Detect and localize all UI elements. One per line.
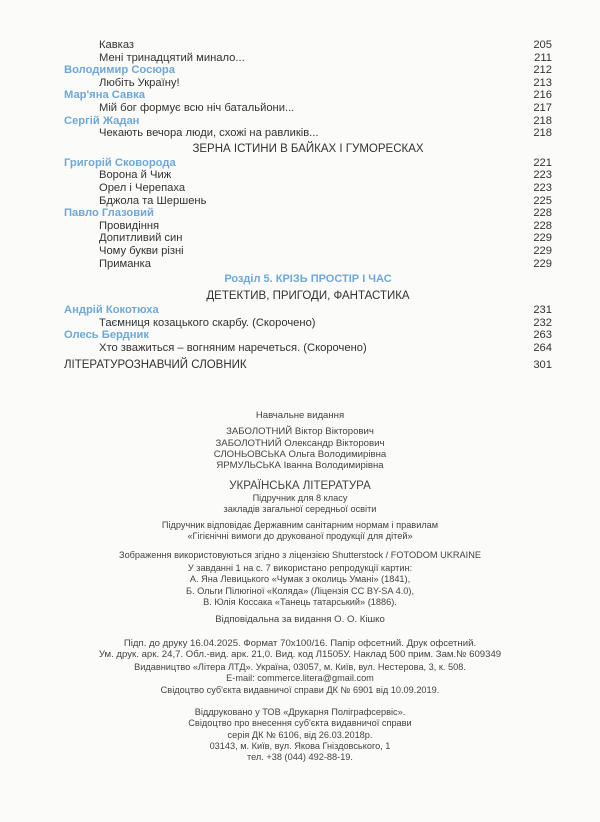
imprint-license [0,550,600,561]
sanitary-line: «Гігієнічні вимоги до друкованої продукції для дітей» [187,531,413,542]
toc-page-number: 225 [533,194,552,207]
toc-heading-row [64,289,552,304]
toc-work-row [64,52,552,65]
toc-heading-title: ЗЕРНА ІСТИНИ В БАЙКАХ І ГУМОРЕСКАХ [192,142,424,155]
toc-work-row [64,232,552,245]
toc-author-title: Олесь Бердник [64,329,149,342]
toc-page-number: 232 [533,316,552,329]
publisher-email: E-mail: commerce.litera@gmail.com [226,673,374,684]
imprint-responsible [0,614,600,625]
toc-section-title: Розділ 5. КРІЗЬ ПРОСТІР І ЧАС [224,273,392,286]
toc-page-number: 211 [534,51,552,64]
toc-work-row [64,39,552,52]
author-line: ЯРМУЛЬСЬКА Іванна Володимирівна [216,460,384,472]
toc-heading-title: ДЕТЕКТИВ, ПРИГОДИ, ФАНТАСТИКА [206,290,410,303]
subtitle-line: закладів загальної середньої освіти [223,504,377,515]
toc-work-title: Ворона й Чиж [99,169,172,182]
toc-work-row [64,317,552,330]
toc-page-number: 264 [533,341,552,354]
toc-work-row [64,342,552,355]
toc-work-row [64,195,552,208]
table-of-contents [64,39,552,373]
toc-page-number: 223 [533,169,552,182]
toc-page-number: 228 [533,207,552,220]
toc-author-row [64,115,552,128]
toc-author-title: Григорій Сковорода [64,156,176,169]
toc-work-title: Кавказ [99,39,135,51]
toc-heading-row [64,142,552,157]
toc-work-title: Мій бог формує всю ніч батальйони... [99,101,295,114]
toc-author-title: Павло Глазовий [64,207,154,220]
toc-page-number: 301 [533,359,552,372]
toc-page-number: 231 [533,304,552,317]
toc-work-title: Допитливий син [99,232,183,245]
toc-work-title: Бджола та Шершень [99,194,207,207]
toc-work-title: Приманка [99,257,151,270]
toc-page-number: 221 [533,156,552,169]
toc-author-row [64,64,552,77]
imprint-printer [0,707,600,763]
subtitle-line: Підручник для 8 класу [252,493,348,503]
print-spec-line: Підп. до друку 16.04.2025. Формат 70х100/16. Папір офсетний. Друк офсетний. [123,638,477,649]
toc-page-number: 229 [533,244,552,257]
toc-author-title: Мар'яна Савка [64,89,145,102]
toc-page-number: 263 [533,329,552,342]
imprint-reproductions [0,563,600,608]
imprint-publisher [0,662,600,696]
toc-work-title: Чекають вечора люди, схожі на равликів... [99,127,319,140]
printer-phone: тел. +38 (044) 492-88-19. [247,752,353,763]
toc-work-row [64,77,552,90]
toc-work-row [64,245,552,258]
imprint-sanitary [0,520,600,543]
toc-work-row [64,220,552,233]
toc-page-number: 218 [533,114,552,127]
toc-work-row [64,182,552,195]
toc-author-row [64,89,552,102]
toc-work-row [64,258,552,271]
reproduction-line: Б. Ольги Пілюгіної «Коляда» (Ліцензія CC BY-SA 4.0), [185,585,414,596]
toc-page-number: 205 [533,39,552,51]
toc-author-title: Андрій Кокотюха [64,304,159,317]
toc-page-number: 212 [533,64,552,77]
toc-work-row [64,127,552,140]
toc-page-number: 217 [533,101,552,114]
toc-work-title: Любіть Україну! [99,76,180,89]
author-line: СЛОНЬОВСЬКА Ольга Володимирівна [213,448,387,460]
toc-work-title: Таємниця козацького скарбу. (Скорочено) [99,316,316,329]
toc-page-number: 216 [533,89,552,102]
toc-work-title: Чому букви різні [99,244,184,257]
toc-work-title: Мені тринадцятий минало... [99,51,245,64]
toc-dict-title: ЛІТЕРАТУРОЗНАВЧИЙ СЛОВНИК [64,359,247,372]
toc-author-row [64,207,552,220]
publisher-line: Свідоцтво суб'єкта видавничої справи ДК № 6901 від 10.09.2019. [160,684,440,695]
book-title: УКРАЇНСЬКА ЛІТЕРАТУРА [229,480,371,492]
toc-author-row [64,329,552,342]
toc-work-row [64,102,552,115]
toc-dict-row [64,358,552,373]
author-line: ЗАБОЛОТНИЙ Олександр Вікторович [215,437,385,449]
publisher-line: Видавництво «Літера ЛТД». Україна, 03057, м. Київ, вул. Нестерова, 3, к. 508. [134,662,466,672]
reproduction-line: В. Юлія Коссака «Танець татарський» (1886). [203,596,397,607]
print-spec-line: Ум. друк. арк. 24,7. Обл.-вид. арк. 21,0. Вид. код Л1505У. Наклад 500 прим. Зам.№ 609349 [98,649,502,661]
imprint-title [0,479,600,516]
reproduction-line: У завданні 1 на с. 7 використано репродукції картин: [187,563,413,573]
author-line: ЗАБОЛОТНИЙ Віктор Вікторович [226,426,374,438]
printer-line: серія ДК № 6106, від 26.03.2018р. [227,729,373,740]
toc-page-number: 223 [533,181,552,194]
toc-page-number: 229 [533,257,552,270]
toc-page-number: 213 [533,76,552,89]
responsible-line: Відповідальна за видання О. О. Кішко [215,614,385,625]
toc-author-title: Сергій Жадан [64,114,140,127]
toc-page-number: 229 [533,232,552,245]
edition-type: Навчальне видання [255,410,345,421]
imprint-authors [0,410,600,471]
printer-line: Віддруковано у ТОВ «Друкарня Поліграфсервіс». [194,707,406,717]
license-line: Зображення використовуються згідно з ліцензією Shutterstock / FOTODOM UKRAINE [119,550,481,560]
toc-work-row [64,169,552,182]
toc-author-row [64,157,552,170]
toc-author-title: Володимир Сосюра [64,64,175,77]
toc-author-row [64,304,552,317]
toc-page-number: 218 [533,127,552,140]
reproduction-line: А. Яна Левицького «Чумак з околиць Умані» (1841), [189,574,411,585]
toc-work-title: Хто зважиться – вогняним наречеться. (Скорочено) [99,341,367,354]
printer-line: 03143, м. Київ, вул. Якова Гніздовського, 1 [209,740,391,751]
printer-line: Свідоцтво про внесення суб'єкта видавничої справи [188,718,412,729]
toc-page-number: 228 [533,219,552,232]
toc-work-title: Провидіння [99,219,160,232]
toc-work-title: Орел і Черепаха [99,181,186,194]
imprint-print-specs [0,638,600,661]
sanitary-line: Підручник відповідає Державним санітарним нормам і правилам [161,520,439,530]
toc-section-row [64,272,552,287]
